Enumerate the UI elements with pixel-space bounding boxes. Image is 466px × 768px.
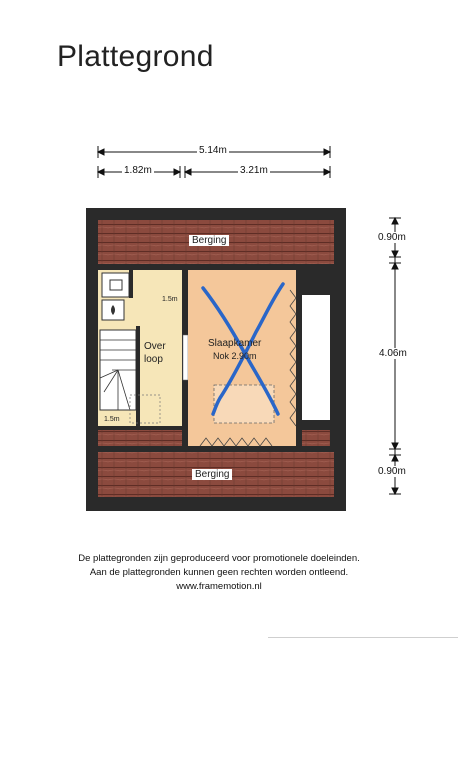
- room-slaapkamer: Slaapkamer: [208, 338, 262, 349]
- dim-middle-depth: 4.06m: [379, 348, 407, 359]
- room-nok: Nok 2.90m: [213, 351, 257, 361]
- window-right: [302, 295, 334, 420]
- room-overloop: Over loop: [144, 341, 166, 365]
- footer-website: www.framemotion.nl: [176, 581, 262, 592]
- dim-left-width: 1.82m: [124, 165, 152, 176]
- small-dim-bottom: 1.5m: [104, 416, 120, 423]
- dim-total-width: 5.14m: [199, 145, 227, 156]
- door-overloop: [183, 335, 188, 380]
- page-title: Plattegrond: [57, 40, 214, 73]
- footer-line-2: Aan de plattegronden kunnen geen rechten worden ontleend.: [89, 567, 349, 578]
- divider: [268, 637, 458, 638]
- dim-bottom-depth: 0.90m: [378, 466, 406, 477]
- dim-top-depth: 0.90m: [378, 232, 406, 243]
- small-dim-top: 1.5m: [162, 296, 178, 303]
- footer-line-1: De plattegronden zijn geproduceerd voor promotionele doeleinden.: [78, 553, 360, 564]
- utility-box-top: [102, 273, 129, 297]
- room-berging-top: Berging: [189, 235, 229, 246]
- room-berging-bottom: Berging: [192, 469, 232, 480]
- dim-right-width: 3.21m: [240, 165, 268, 176]
